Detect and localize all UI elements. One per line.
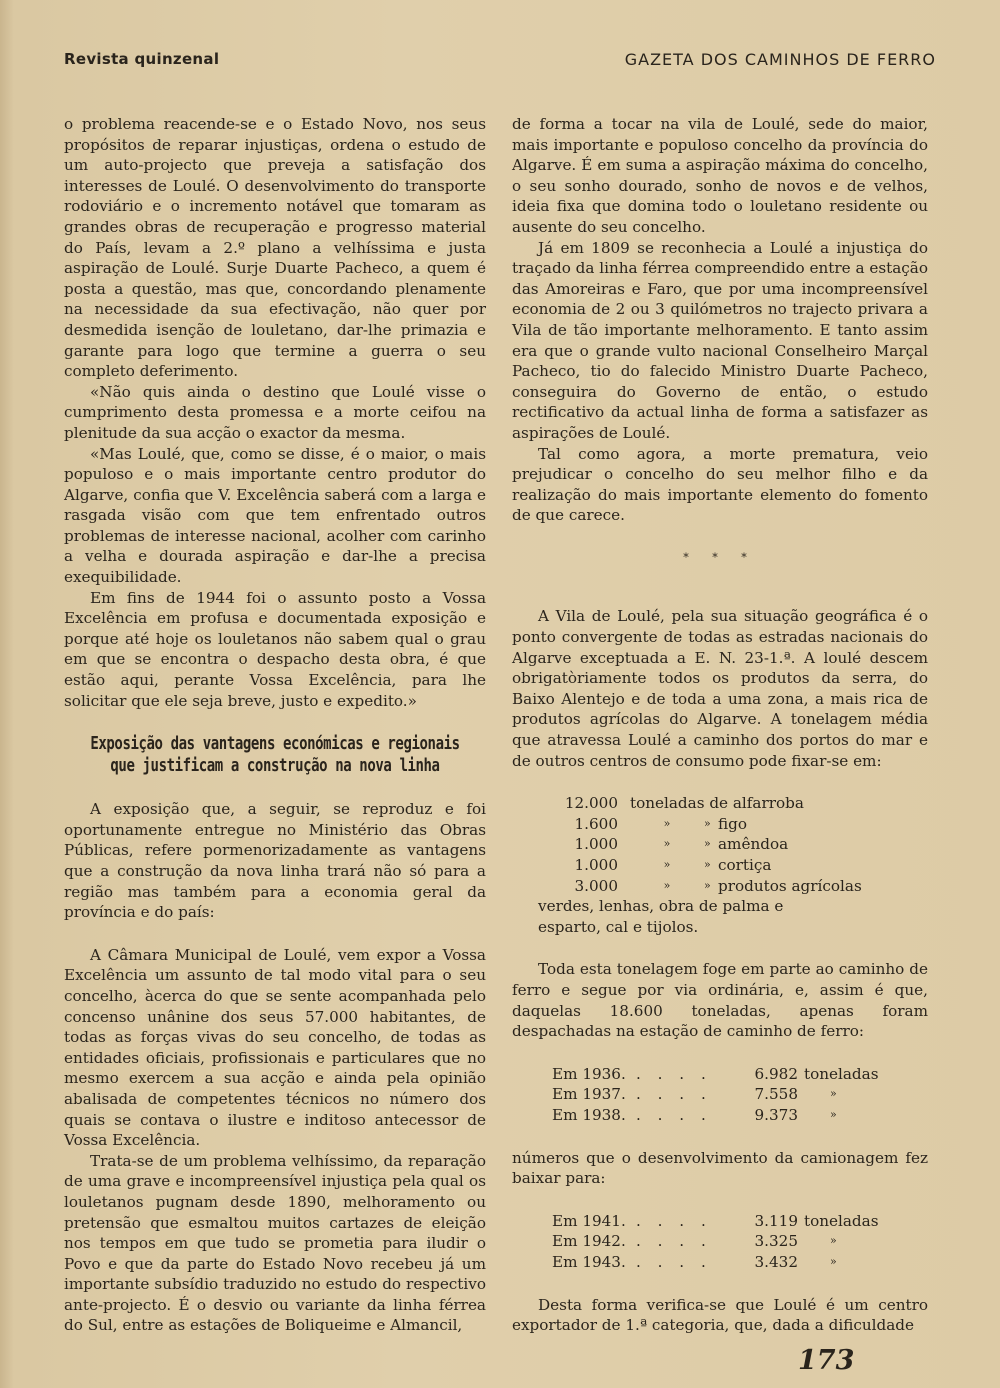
cargo-product: produtos agrícolas xyxy=(718,876,862,895)
cargo-quantity: 12.000 xyxy=(564,794,618,813)
cargo-quantity: 1.000 xyxy=(574,856,618,874)
ditto-mark: » xyxy=(663,837,671,851)
paragraph: números que o desenvolvimento da camionagem fez baixar para: xyxy=(512,1148,928,1188)
table-row xyxy=(552,1211,879,1232)
cargo-product: cortiça xyxy=(718,856,772,874)
tonnage-value: 9.373 xyxy=(754,1105,798,1124)
paragraph: de forma a tocar na vila de Loulé, sede do maior, mais importante e populoso concelho da província do Algarve. É em suma a aspiração máxima do concelho, o seu sonho dourado, sonho de novos e de velhos, ideia fixa que domina todo o louletano residente ou ausente do seu concelho. xyxy=(512,115,928,236)
paragraph: Desta forma verifica-se que Loulé é um centro exportador de 1.ª categoria, que, dada a dificuldade xyxy=(512,1295,928,1335)
paragraph: «Mas Loulé, que, como se disse, é o maior, o mais populoso e o mais importante centro produtor do Algarve, confia que V. Excelência saberá com a larga e rasgada visão com que tem enfrentado outros problemas de interesse nacional, acolher com carinho a velha e dourada aspiração e dar-lhe a precisa exequibilidade. xyxy=(64,444,486,587)
table-row xyxy=(562,834,862,855)
page-number: 173 xyxy=(798,1345,855,1376)
year-label: Em 1941. xyxy=(552,1211,626,1230)
right-column xyxy=(512,114,928,1336)
tonnage-table-1 xyxy=(552,1064,879,1126)
paragraph: «Não quis ainda o destino que Loulé visse o cumprimento desta promessa e a morte ceifou na plenitude da sua acção o exactor da mesma. xyxy=(64,382,486,442)
section-heading-line: Exposição das vantagens económicas e regionais xyxy=(90,734,460,755)
running-header-left: Revista quinzenal xyxy=(64,50,220,68)
tonnage-unit: » xyxy=(830,1254,837,1268)
table-row xyxy=(552,1064,879,1085)
leader-dots: . . . . xyxy=(636,1252,712,1271)
tonnage-unit: toneladas xyxy=(804,1064,879,1083)
year-label: Em 1942. xyxy=(552,1232,626,1251)
paragraph: A exposição que, a seguir, se reproduz e foi oportunamente entregue no Ministério das Obras Públicas, refere pormenorizadamente as vantagens que a construção da nova linha trará não só para a região mas também para a economia geral da província e do país: xyxy=(64,800,486,922)
paragraph: A Vila de Loulé, pela sua situação geográfica é o ponto convergente de todas as estradas nacionais do Algarve exceptuada a E. N. 23-1.ª. A loulé descem obrigatòriamente todos os produtos da serra, do Baixo Alentejo e de toda a uma zona, a mais rica de produtos agrícolas do Algarve. A tonelagem média que atravessa Loulé a caminho dos portos do mar e de outros centros de consumo pode fixar-se em: xyxy=(512,607,928,770)
table-row xyxy=(562,855,862,876)
leader-dots: . . . . xyxy=(636,1232,712,1251)
tonnage-value: 7.558 xyxy=(754,1085,798,1104)
tonnage-value: 3.325 xyxy=(754,1232,798,1251)
year-label: Em 1943. xyxy=(552,1252,626,1271)
paragraph: o problema reacende-se e o Estado Novo, nos seus propósitos de reparar injustiças, ordena o estudo de um auto-projecto que preveja a satisfação dos interesses de Loulé. O desenvolvimento do transporte rodoviário e o incremento notável que tomaram as grandes obras de recuperação e progresso material do País, levam a 2.º plano a velhíssima e justa aspiração de Loulé. Surje Duarte Pacheco, a quem é posta a questão, mas que, concordando plenamente na necessidade da sua efectivação, não quer por desmedida isenção de louletano, dar-lhe primazia e garante para logo que termine a guerra o seu completo deferimento. xyxy=(64,115,486,381)
tonnage-value: 3.119 xyxy=(754,1211,798,1230)
cargo-product-continuation: esparto, cal e tijolos. xyxy=(538,917,699,936)
ditto-mark: » xyxy=(704,837,711,851)
tonnage-table-2 xyxy=(552,1211,879,1273)
cargo-product: figo xyxy=(718,814,747,833)
table-row xyxy=(552,1105,879,1126)
table-row xyxy=(552,1252,879,1273)
leader-dots: . . . . xyxy=(636,1211,712,1230)
section-heading xyxy=(64,733,486,777)
table-row xyxy=(562,876,862,897)
left-column xyxy=(64,114,486,1336)
paragraph: Em fins de 1944 foi o assunto posto a Vossa Excelência em profusa e documentada exposição e porque até hoje os louletanos não sabem qual o grau em que se encontra o despacho desta obra, é que estão aqui, perante Vossa Excelência, para lhe solicitar que ele seja breve, justo e expedito.» xyxy=(64,588,486,710)
leader-dots: . . . . xyxy=(636,1064,712,1083)
table-row xyxy=(552,1231,879,1252)
cargo-quantity: 3.000 xyxy=(574,876,618,895)
cargo-product: amêndoa xyxy=(718,835,789,854)
paragraph: Já em 1809 se reconhecia a Loulé a injustiça do traçado da linha férrea compreendido entre a estação das Amoreiras e Faro, que por uma incompreensível economia de 2 ou 3 quilómetros no trajecto privara a Vila de tão importante melhoramento. E tanto assim era que o grande vulto nacional Conselheiro Marçal Pacheco, tio do falecido Ministro Duarte Pacheco, conseguira do Governo de então, o estudo rectificativo da actual linha de forma a satisfazer as aspirações de Loulé. xyxy=(512,238,928,442)
year-label: Em 1936. xyxy=(552,1064,626,1083)
ditto-mark: » xyxy=(704,858,711,871)
cargo-quantity: 1.600 xyxy=(574,814,618,833)
year-label: Em 1937. xyxy=(552,1085,626,1104)
paragraph: Trata-se de um problema velhíssimo, da reparação de uma grave e incompreensível injustiça pela qual os louletanos pugnam desde 1890, melhoramento ou pretensão que esmaltou muitos cartazes de eleição nos tempos em que tudo se prometia para iludir o Povo e que da parte do Estado Novo recebeu já um importante subsídio traduzido no estudo do respectivo ante-projecto. É o desvio ou variante da linha férrea do Sul, entre as estações de Boliqueime e Almancil, xyxy=(64,1151,486,1335)
tonnage-unit: » xyxy=(830,1087,837,1101)
cargo-product: toneladas de alfarroba xyxy=(630,794,804,813)
cargo-product-continuation: verdes, lenhas, obra de palma e xyxy=(538,897,784,916)
tonnage-value: 3.432 xyxy=(754,1252,798,1271)
tonnage-unit: toneladas xyxy=(804,1211,879,1230)
cargo-quantity: 1.000 xyxy=(574,835,618,854)
year-label: Em 1938. xyxy=(552,1105,626,1124)
tonnage-unit: » xyxy=(830,1107,837,1121)
cargo-table xyxy=(562,793,862,896)
ditto-mark: » xyxy=(704,878,711,892)
paragraph: Toda esta tonelagem foge em parte ao caminho de ferro e segue por via ordinária, e, assim é que, daquelas 18.600 toneladas, apenas foram despachadas na estação de caminho de ferro: xyxy=(512,960,928,1041)
leader-dots: . . . . xyxy=(636,1085,712,1104)
tonnage-unit: » xyxy=(830,1234,837,1248)
table-row xyxy=(562,793,862,814)
running-header-right: GAZETA DOS CAMINHOS DE FERRO xyxy=(624,50,936,69)
paragraph: Tal como agora, a morte prematura, veio prejudicar o concelho do seu melhor filho e da realização do mais importante elemento do fomento de que carece. xyxy=(512,444,928,525)
tonnage-value: 6.982 xyxy=(754,1064,798,1083)
ditto-mark: » xyxy=(663,878,671,892)
table-row xyxy=(562,814,862,835)
ditto-mark: » xyxy=(663,858,671,871)
table-row xyxy=(552,1084,879,1105)
section-separator: * * * xyxy=(683,550,757,564)
paragraph: A Câmara Municipal de Loulé, vem expor a Vossa Excelência um assunto de tal modo vital para o seu concelho, àcerca do que se sente acompanhada pelo concenso unânine dos seus 57.000 habitantes, de todas as forças vivas do seu concelho, de todas as entidades oficiais, profissionais e particulares que no mesmo exercem a sua acção e ainda pela opinião abalisada de competentes técnicos no número dos quais se contava o ilustre e inditoso antecessor de Vossa Excelência. xyxy=(64,945,486,1150)
leader-dots: . . . . xyxy=(636,1105,712,1124)
section-heading-line: que justificam a construção na nova linha xyxy=(110,756,440,777)
ditto-mark: » xyxy=(704,816,711,830)
ditto-mark: » xyxy=(663,816,671,830)
